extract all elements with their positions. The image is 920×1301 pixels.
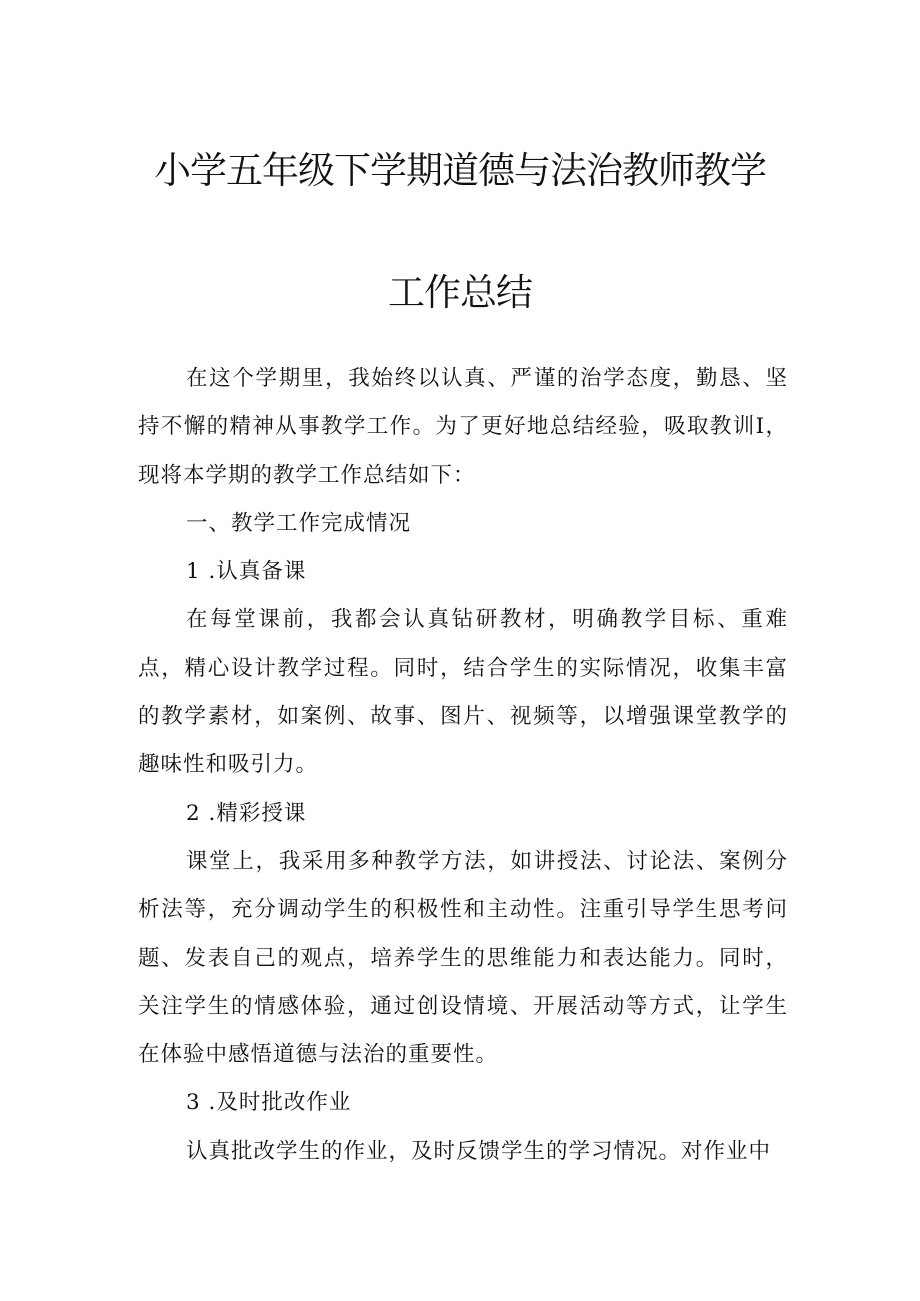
section-heading-1: 一、教学工作完成情况 — [186, 510, 412, 536]
intro-paragraph: 在这个学期里，我始终以认真、严谨的治学态度，勤恳、坚持不懈的精神从事教学工作。为了更好地总结经验，吸取教训I，现将本学期的教学工作总结如下： — [138, 366, 788, 488]
item-1-paragraph: 在每堂课前，我都会认真钻研教材，明确教学目标、重难点，精心设计教学过程。同时，结合学生的实际情况，收集丰富的教学素材，如案例、故事、图片、视频等，以增强课堂教学的趣味性和吸引力。 — [138, 607, 788, 778]
item-1-heading: 1 .认真备课 — [186, 559, 307, 585]
document-title-line-2: 工作总结 — [388, 271, 532, 314]
document-body — [138, 355, 788, 1176]
document-title-line-1: 小学五年级下学期道德与法治教师教学 — [154, 149, 766, 192]
item-3-paragraph: 认真批改学生的作业，及时反馈学生的学习情况。对作业中 — [186, 1138, 772, 1164]
item-3-heading: 3 .及时批改作业 — [186, 1090, 352, 1116]
item-2-heading: 2 .精彩授课 — [186, 800, 307, 826]
item-2-paragraph: 课堂上，我采用多种教学方法，如讲授法、讨论法、案例分析法等，充分调动学生的积极性和主动性。注重引导学生思考问题、发表自己的观点，培养学生的思维能力和表达能力。同时，关注学生的情感体验，通过创设情境、开展活动等方式，让学生在体验中感悟道德与法治的重要性。 — [138, 848, 788, 1068]
